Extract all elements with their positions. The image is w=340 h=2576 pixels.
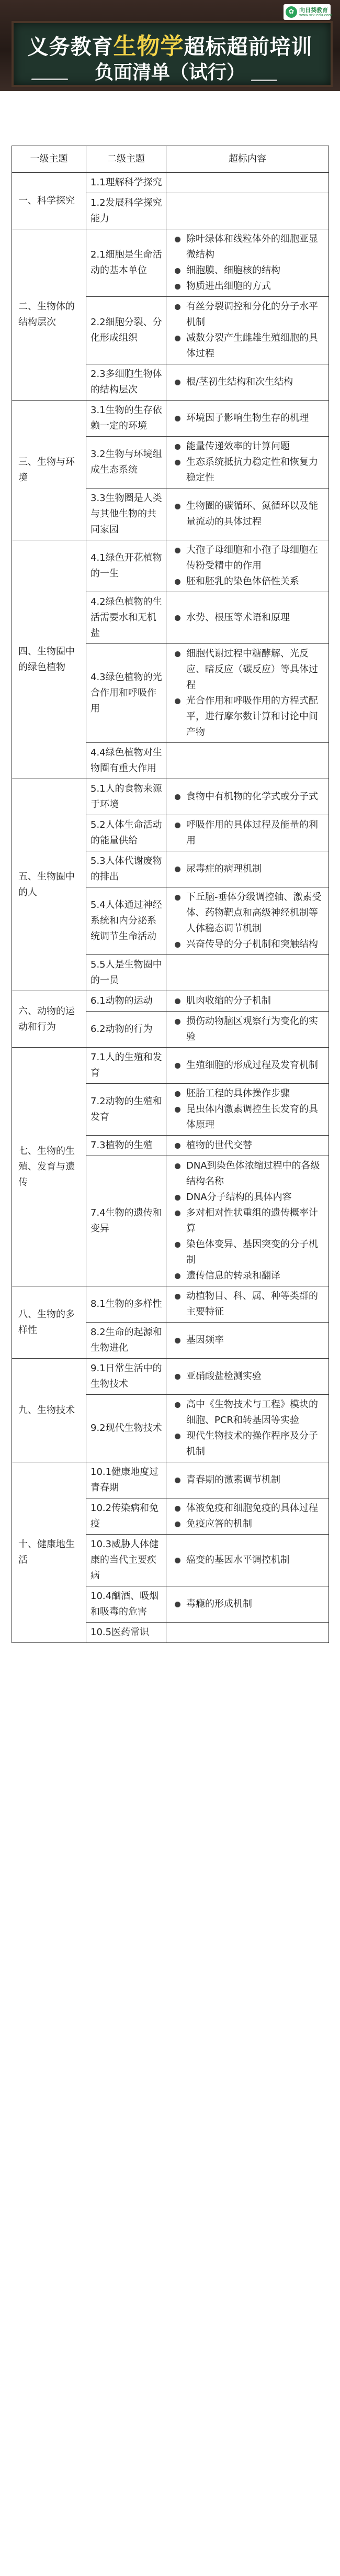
curriculum-table-wrapper	[12, 146, 328, 1643]
list-item-text: DNA到染色体浓缩过程中的各级结构名称	[186, 1160, 320, 1187]
list-item-text: 尿毒症的病理机制	[186, 863, 262, 874]
list-item-text: 免疫应答的机制	[186, 1518, 252, 1529]
bullet-icon	[175, 1242, 180, 1248]
excess-content-cell	[166, 1136, 329, 1156]
list-item-text: 现代生物技术的操作程序及分子机制	[186, 1430, 318, 1457]
excess-content-cell	[166, 1535, 329, 1586]
excess-content-cell	[166, 887, 329, 955]
level2-topic: 4.1绿色开花植物的一生	[86, 540, 166, 592]
list-item	[173, 1268, 325, 1284]
level2-topic: 3.3生物圈是人类与其他生物的共同家园	[86, 488, 166, 540]
table-row	[12, 1048, 329, 1084]
excess-content-list	[173, 1158, 325, 1284]
excess-content-cell	[166, 1586, 329, 1623]
list-item-text: 昆虫体内激素调控生长发育的具体原理	[186, 1104, 318, 1130]
excess-content-cell	[166, 1286, 329, 1323]
bullet-icon	[175, 237, 180, 242]
bullet-icon	[175, 1107, 180, 1113]
excess-content-list	[173, 1086, 325, 1133]
list-item-text: 水势、根压等术语和原理	[186, 612, 290, 623]
bullet-icon	[175, 1434, 180, 1439]
header-content: 超标内容	[166, 146, 329, 173]
level2-topic: 7.3植物的生殖	[86, 1136, 166, 1156]
level2-topic: 7.2动物的生殖和发育	[86, 1084, 166, 1136]
level2-topic: 7.1人的生殖和发育	[86, 1048, 166, 1084]
excess-content-list	[173, 1058, 325, 1073]
excess-content-list	[173, 861, 325, 877]
bullet-icon	[175, 867, 180, 872]
list-item-text: 能量传递效率的计算问题	[186, 441, 290, 452]
list-item	[173, 1014, 325, 1045]
level2-topic: 10.1健康地度过青春期	[86, 1462, 166, 1498]
list-item-text: 下丘脑-垂体分级调控轴、激素受体、药物靶点和高级神经机制等人体稳态调节机制	[186, 892, 322, 934]
list-item-text: 生态系统抵抗力稳定性和恢复力稳定性	[186, 457, 318, 483]
excess-content-list	[173, 498, 325, 530]
list-item-text: 损伤动物脑区观察行为变化的实验	[186, 1016, 318, 1042]
list-item-text: 生物圈的碳循环、氮循环以及能量流动的具体过程	[186, 501, 318, 527]
bullet-icon	[175, 615, 180, 621]
curriculum-table	[12, 146, 329, 1643]
table-row	[12, 991, 329, 1012]
level2-topic: 10.2传染病和免疫	[86, 1498, 166, 1535]
excess-content-cell	[166, 1156, 329, 1286]
level2-topic: 2.1细胞是生命活动的基本单位	[86, 229, 166, 297]
list-item	[173, 1138, 325, 1153]
list-item	[173, 937, 325, 952]
list-item	[173, 374, 325, 390]
level1-topic: 二、生物体的结构层次	[12, 229, 86, 401]
list-item	[173, 574, 325, 590]
bullet-icon	[175, 1091, 180, 1097]
list-item	[173, 330, 325, 362]
list-item	[173, 610, 325, 626]
excess-content-cell	[166, 364, 329, 401]
excess-content-cell	[166, 1323, 329, 1359]
excess-content-cell	[166, 173, 329, 193]
list-item-text: 胚和胚乳的染色体倍性关系	[186, 576, 299, 587]
table-row	[12, 1286, 329, 1323]
list-item	[173, 1158, 325, 1190]
list-item	[173, 1516, 325, 1532]
level2-topic: 5.5人是生物圈中的一员	[86, 955, 166, 991]
table-row	[12, 1359, 329, 1395]
list-item	[173, 279, 325, 294]
level1-topic: 六、动物的运动和行为	[12, 991, 86, 1048]
level2-topic: 7.4生物的遗传和变异	[86, 1156, 166, 1286]
list-item	[173, 693, 325, 740]
list-item-text: 物质进出细胞的方式	[186, 281, 271, 292]
level1-topic: 三、生物与环境	[12, 401, 86, 540]
excess-content-list	[173, 1369, 325, 1384]
excess-content-cell	[166, 1359, 329, 1395]
level2-topic: 5.2人体生命活动的能量供给	[86, 815, 166, 851]
level1-topic: 七、生物的生殖、发育与遗传	[12, 1048, 86, 1286]
list-item-text: 染色体变异、基因突变的分子机制	[186, 1239, 318, 1265]
level1-topic: 八、生物的多样性	[12, 1286, 86, 1359]
level1-topic: 一、科学探究	[12, 173, 86, 229]
list-item	[173, 1369, 325, 1384]
bullet-icon	[175, 895, 180, 901]
list-item-text: 光合作用和呼吸作用的方程式配平，进行摩尔数计算和讨论中间产物	[186, 695, 318, 738]
page-title	[16, 27, 324, 61]
list-item	[173, 1190, 325, 1205]
excess-content-list	[173, 1596, 325, 1612]
list-item-text: 癌变的基因水平调控机制	[186, 1555, 290, 1565]
bullet-icon	[175, 460, 180, 465]
list-item-text: 呼吸作用的具体过程及能量的利用	[186, 819, 318, 846]
excess-content-cell	[166, 437, 329, 488]
list-item	[173, 1102, 325, 1133]
list-item-text: 大孢子母细胞和小孢子母细胞在传粉受精中的作用	[186, 545, 318, 571]
bullet-icon	[175, 1211, 180, 1216]
list-item	[173, 1552, 325, 1568]
excess-content-cell	[166, 743, 329, 779]
list-item	[173, 1086, 325, 1102]
list-item-text: 高中《生物技术与工程》模块的细胞、PCR和转基因等实验	[186, 1399, 318, 1426]
bullet-icon	[175, 444, 180, 450]
level2-topic: 10.5医药常识	[86, 1623, 166, 1643]
list-item-text: 除叶绿体和线粒体外的细胞亚显微结构	[186, 234, 318, 260]
list-item	[173, 1472, 325, 1488]
bullet-icon	[175, 1522, 180, 1527]
list-item	[173, 263, 325, 279]
level2-topic: 2.2细胞分裂、分化形成组织	[86, 297, 166, 364]
bullet-icon	[175, 1163, 180, 1169]
excess-content-cell	[166, 1395, 329, 1462]
brand-logo	[284, 4, 331, 20]
level2-topic: 8.1生物的多样性	[86, 1286, 166, 1323]
list-item-text: 基因频率	[186, 1335, 224, 1346]
list-item-text: 细胞膜、细胞核的结构	[186, 265, 280, 276]
list-item	[173, 1289, 325, 1320]
bullet-icon	[175, 942, 180, 948]
list-item-text: DNA分子结构的具体内容	[186, 1192, 292, 1203]
level2-topic: 5.4人体通过神经系统和内分泌系统调节生命活动	[86, 887, 166, 955]
list-item	[173, 789, 325, 805]
bullet-icon	[175, 1143, 180, 1149]
level2-topic: 9.2现代生物技术	[86, 1395, 166, 1462]
list-item-text: 有丝分裂调控和分化的分子水平机制	[186, 301, 318, 328]
list-item	[173, 1596, 325, 1612]
bullet-icon	[175, 336, 180, 341]
excess-content-cell	[166, 991, 329, 1012]
excess-content-list	[173, 1397, 325, 1460]
title-part2: 超标超前培训	[184, 35, 313, 59]
excess-content-list	[173, 1014, 325, 1045]
list-item-text: 动植物目、科、属、种等类群的主要特征	[186, 1291, 318, 1317]
level2-topic: 10.4酗酒、吸烟和吸毒的危害	[86, 1586, 166, 1623]
level2-topic: 8.2生命的起源和生物进化	[86, 1323, 166, 1359]
list-item-text: 肌肉收缩的分子机制	[186, 995, 271, 1006]
list-item	[173, 1205, 325, 1237]
list-item	[173, 1333, 325, 1348]
bullet-icon	[175, 504, 180, 509]
bullet-icon	[175, 1338, 180, 1343]
list-item	[173, 646, 325, 693]
excess-content-list	[173, 1552, 325, 1568]
list-item-text: 亚硝酸盐检测实验	[186, 1371, 262, 1382]
list-item-text: 生殖细胞的形成过程及发育机制	[186, 1060, 318, 1071]
excess-content-cell	[166, 488, 329, 540]
level2-topic: 6.2动物的行为	[86, 1012, 166, 1048]
list-item	[173, 1397, 325, 1428]
list-item	[173, 299, 325, 330]
excess-content-cell	[166, 297, 329, 364]
title-highlight: 生物学	[113, 33, 184, 60]
excess-content-cell	[166, 955, 329, 991]
excess-content-list	[173, 1138, 325, 1153]
level2-topic: 6.1动物的运动	[86, 991, 166, 1012]
level1-topic: 十、健康地生活	[12, 1462, 86, 1643]
excess-content-list	[173, 439, 325, 486]
bullet-icon	[175, 1506, 180, 1512]
bullet-icon	[175, 998, 180, 1004]
header-level2: 二级主题	[86, 146, 166, 173]
list-item	[173, 542, 325, 574]
list-item-text: 青春期的激素调节机制	[186, 1474, 280, 1485]
excess-content-cell	[166, 1462, 329, 1498]
list-item	[173, 498, 325, 530]
level1-topic: 四、生物圈中的绿色植物	[12, 540, 86, 779]
excess-content-list	[173, 789, 325, 805]
table-row	[12, 229, 329, 297]
excess-content-list	[173, 542, 325, 590]
list-item	[173, 817, 325, 849]
excess-content-list	[173, 231, 325, 294]
title-part1: 义务教育	[27, 35, 114, 59]
bullet-icon	[175, 1558, 180, 1563]
level2-topic: 10.3威胁人体健康的当代主要疾病	[86, 1535, 166, 1586]
bullet-icon	[175, 304, 180, 310]
excess-content-list	[173, 299, 325, 362]
list-item-text: 毒瘾的形成机制	[186, 1598, 252, 1609]
list-item	[173, 410, 325, 426]
list-item	[173, 993, 325, 1009]
excess-content-list	[173, 817, 325, 849]
bullet-icon	[175, 284, 180, 290]
level2-topic: 3.2生物与环境组成生态系统	[86, 437, 166, 488]
list-item	[173, 1058, 325, 1073]
level2-topic: 3.1生物的生存依赖一定的环境	[86, 401, 166, 437]
list-item	[173, 1501, 325, 1516]
list-item-text: 胚胎工程的具体操作步骤	[186, 1088, 290, 1099]
page-subtitle: 负面清单（试行）	[94, 62, 245, 83]
list-item	[173, 454, 325, 486]
excess-content-list	[173, 1472, 325, 1488]
excess-content-cell	[166, 229, 329, 297]
table-row	[12, 401, 329, 437]
excess-content-list	[173, 646, 325, 740]
excess-content-cell	[166, 1084, 329, 1136]
excess-content-cell	[166, 815, 329, 851]
table-row	[12, 779, 329, 815]
bullet-icon	[175, 268, 180, 274]
bullet-icon	[175, 794, 180, 800]
header-level1: 一级主题	[12, 146, 86, 173]
list-item-text: 食物中有机物的化学式或分子式	[186, 791, 318, 802]
level2-topic: 2.3多细胞生物体的结构层次	[86, 364, 166, 401]
table-row	[12, 1462, 329, 1498]
level2-topic: 5.1人的食物来源于环境	[86, 779, 166, 815]
list-item	[173, 439, 325, 454]
excess-content-list	[173, 1289, 325, 1320]
excess-content-cell	[166, 1048, 329, 1084]
level2-topic: 1.1理解科学探究	[86, 173, 166, 193]
table-header-row	[12, 146, 329, 173]
excess-content-cell	[166, 851, 329, 887]
poster-header	[0, 0, 340, 91]
bullet-icon	[175, 1063, 180, 1069]
excess-content-list	[173, 890, 325, 952]
bullet-icon	[175, 1273, 180, 1279]
level1-topic: 五、生物圈中的人	[12, 779, 86, 991]
excess-content-list	[173, 993, 325, 1009]
excess-content-cell	[166, 592, 329, 644]
excess-content-list	[173, 1333, 325, 1348]
excess-content-list	[173, 1501, 325, 1532]
list-item	[173, 1237, 325, 1268]
bullet-icon	[175, 1374, 180, 1380]
list-item-text: 根/茎初生结构和次生结构	[186, 376, 293, 387]
level2-topic: 9.1日常生活中的生物技术	[86, 1359, 166, 1395]
bullet-icon	[175, 1019, 180, 1025]
list-item-text: 植物的世代交替	[186, 1140, 252, 1151]
list-item	[173, 890, 325, 937]
table-row	[12, 540, 329, 592]
bullet-icon	[175, 1402, 180, 1408]
excess-content-list	[173, 410, 325, 426]
level2-topic: 4.2绿色植物的生活需要水和无机盐	[86, 592, 166, 644]
bullet-icon	[175, 579, 180, 585]
bullet-icon	[175, 416, 180, 421]
level2-topic: 4.4绿色植物对生物圈有重大作用	[86, 743, 166, 779]
logo-subtext: www.xrk-edu.com	[299, 13, 332, 17]
list-item	[173, 231, 325, 263]
list-item	[173, 1428, 325, 1460]
level2-topic: 1.2发展科学探究能力	[86, 193, 166, 229]
list-item	[173, 861, 325, 877]
bullet-icon	[175, 823, 180, 828]
bullet-icon	[175, 1195, 180, 1201]
bullet-icon	[175, 698, 180, 704]
table-body	[12, 173, 329, 1643]
list-item-text: 多对相对性状重组的遗传概率计算	[186, 1207, 318, 1234]
list-item-text: 遗传信息的转录和翻译	[186, 1270, 280, 1281]
level1-topic: 九、生物技术	[12, 1359, 86, 1462]
sunflower-icon: ✿	[286, 6, 297, 18]
excess-content-list	[173, 610, 325, 626]
level2-topic: 4.3绿色植物的光合作用和呼吸作用	[86, 644, 166, 743]
list-item-text: 体液免疫和细胞免疫的具体过程	[186, 1503, 318, 1514]
excess-content-cell	[166, 779, 329, 815]
bullet-icon	[175, 1602, 180, 1607]
excess-content-cell	[166, 1623, 329, 1643]
bullet-icon	[175, 1294, 180, 1300]
bullet-icon	[175, 380, 180, 385]
bullet-icon	[175, 651, 180, 657]
excess-content-cell	[166, 1012, 329, 1048]
list-item-text: 环境因子影响生物生存的机理	[186, 413, 309, 424]
excess-content-cell	[166, 193, 329, 229]
bullet-icon	[175, 1478, 180, 1483]
table-row	[12, 173, 329, 193]
list-item-text: 兴奋传导的分子机制和突触结构	[186, 939, 318, 950]
list-item-text: 细胞代谢过程中糖酵解、光反应、暗反应（碳反应）等具体过程	[186, 648, 318, 691]
excess-content-list	[173, 374, 325, 390]
level2-topic: 5.3人体代谢废物的排出	[86, 851, 166, 887]
excess-content-cell	[166, 644, 329, 743]
bullet-icon	[175, 548, 180, 553]
excess-content-cell	[166, 401, 329, 437]
list-item-text: 减数分裂产生雌雄生殖细胞的具体过程	[186, 332, 318, 359]
excess-content-cell	[166, 540, 329, 592]
excess-content-cell	[166, 1498, 329, 1535]
logo-text: 向日葵教育	[299, 7, 328, 14]
